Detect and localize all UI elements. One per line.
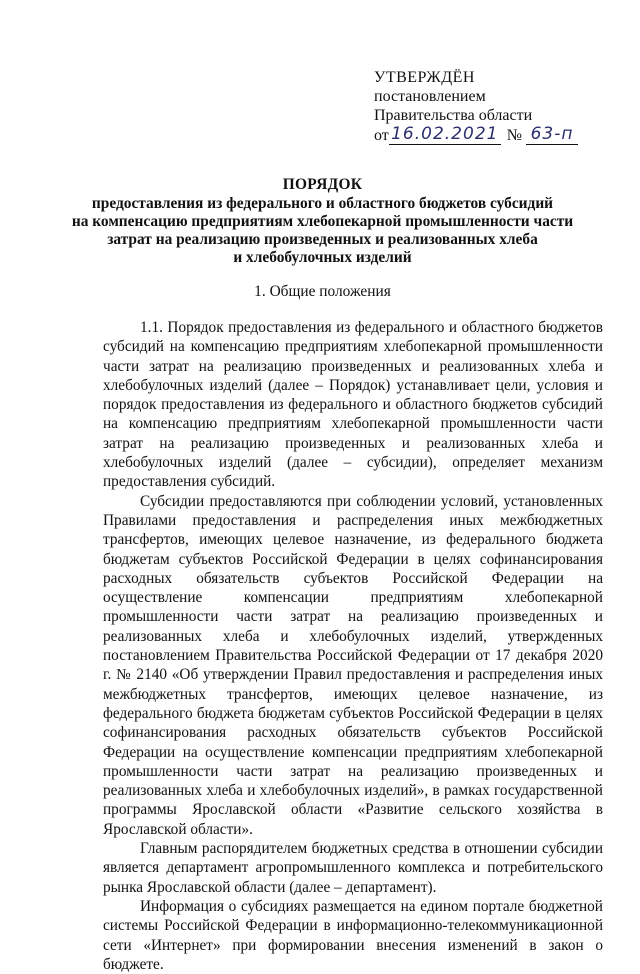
title-line-3: затрат на реализацию произведенных и реализованных хлеба	[107, 231, 538, 248]
title-line-1: предоставления из федерального и областного бюджетов субсидий	[91, 195, 554, 212]
approval-date: 16.02.2021	[389, 125, 501, 145]
title-main: ПОРЯДОК	[282, 176, 363, 193]
approval-line-1: постановлением	[374, 88, 486, 105]
document-title	[40, 176, 605, 267]
section-heading: 1. Общие положения	[254, 283, 391, 300]
title-line-2: на компенсацию предприятиям хлебопекарной промышленности части	[71, 213, 574, 230]
document-body	[103, 318, 603, 974]
paragraph-4: Информация о субсидиях размещается на едином портале бюджетной системы Российской Федерации в информационно-телекоммуникационной сети «Интернет» при формировании внесения изменений в закон о бюджете.	[103, 897, 603, 973]
paragraph-2: Субсидии предоставляются при соблюдении условий, установленных Правилами предоставления и распределения иных межбюджетных трансфертов, имеющих целевое назначение, из федерального бюджета бюджетам субъектов Российской Федерации в целях софинансирования расходных обязательств субъектов Российской Федерации на осуществление компенсации предприятиям хлебопекарной промышленности части затрат на реализацию произведенных и реализованных хлеба и хлебобулочных изделий, утвержденных постановлением Правительства Российской Федерации от 17 декабря 2020 г. № 2140 «Об утверждении Правил предоставления и распределения иных межбюджетных трансфертов, имеющих целевое назначение, из федерального бюджета бюджетам субъектов Российской Федерации в целях софинансирования расходных обязательств субъектов Российской Федерации на осуществление компенсации предприятиям хлебопекарной промышленности части затрат на реализацию произведенных и реализованных хлеба и хлебобулочных изделий», в рамках государственной программы Ярославской области «Развитие сельского хозяйства в Ярославской области».	[103, 492, 603, 838]
paragraph-1: 1.1. Порядок предоставления из федерального и областного бюджетов субсидий на компенсацию предприятиям хлебопекарной промышленности части затрат на реализацию произведенных и реализованных хлеба и хлебобулочных изделий (далее – Порядок) устанавливает цели, условия и порядок предоставления из федерального и областного бюджетов субсидий на компенсацию предприятиям хлебопекарной промышленности части затрат на реализацию произведенных и реализованных хлеба и хлебобулочных изделий (далее – субсидии), определяет механизм предоставления субсидий.	[103, 319, 603, 491]
approval-number-label: №	[506, 127, 523, 144]
approval-stamp	[374, 68, 614, 145]
approval-number: 63-п	[526, 125, 578, 145]
approval-line-2: Правительства области	[374, 107, 533, 124]
title-line-4: и хлебобулочных изделий	[233, 249, 412, 266]
approval-heading: УТВЕРЖДЁН	[374, 69, 475, 86]
paragraph-3: Главным распорядителем бюджетных средства в отношении субсидии является департамент агропромышленного комплекса и потребительского рынка Ярославской области (далее – департамент).	[103, 840, 603, 896]
approval-from-label: от	[374, 127, 389, 144]
approval-date-number-row	[374, 125, 614, 145]
